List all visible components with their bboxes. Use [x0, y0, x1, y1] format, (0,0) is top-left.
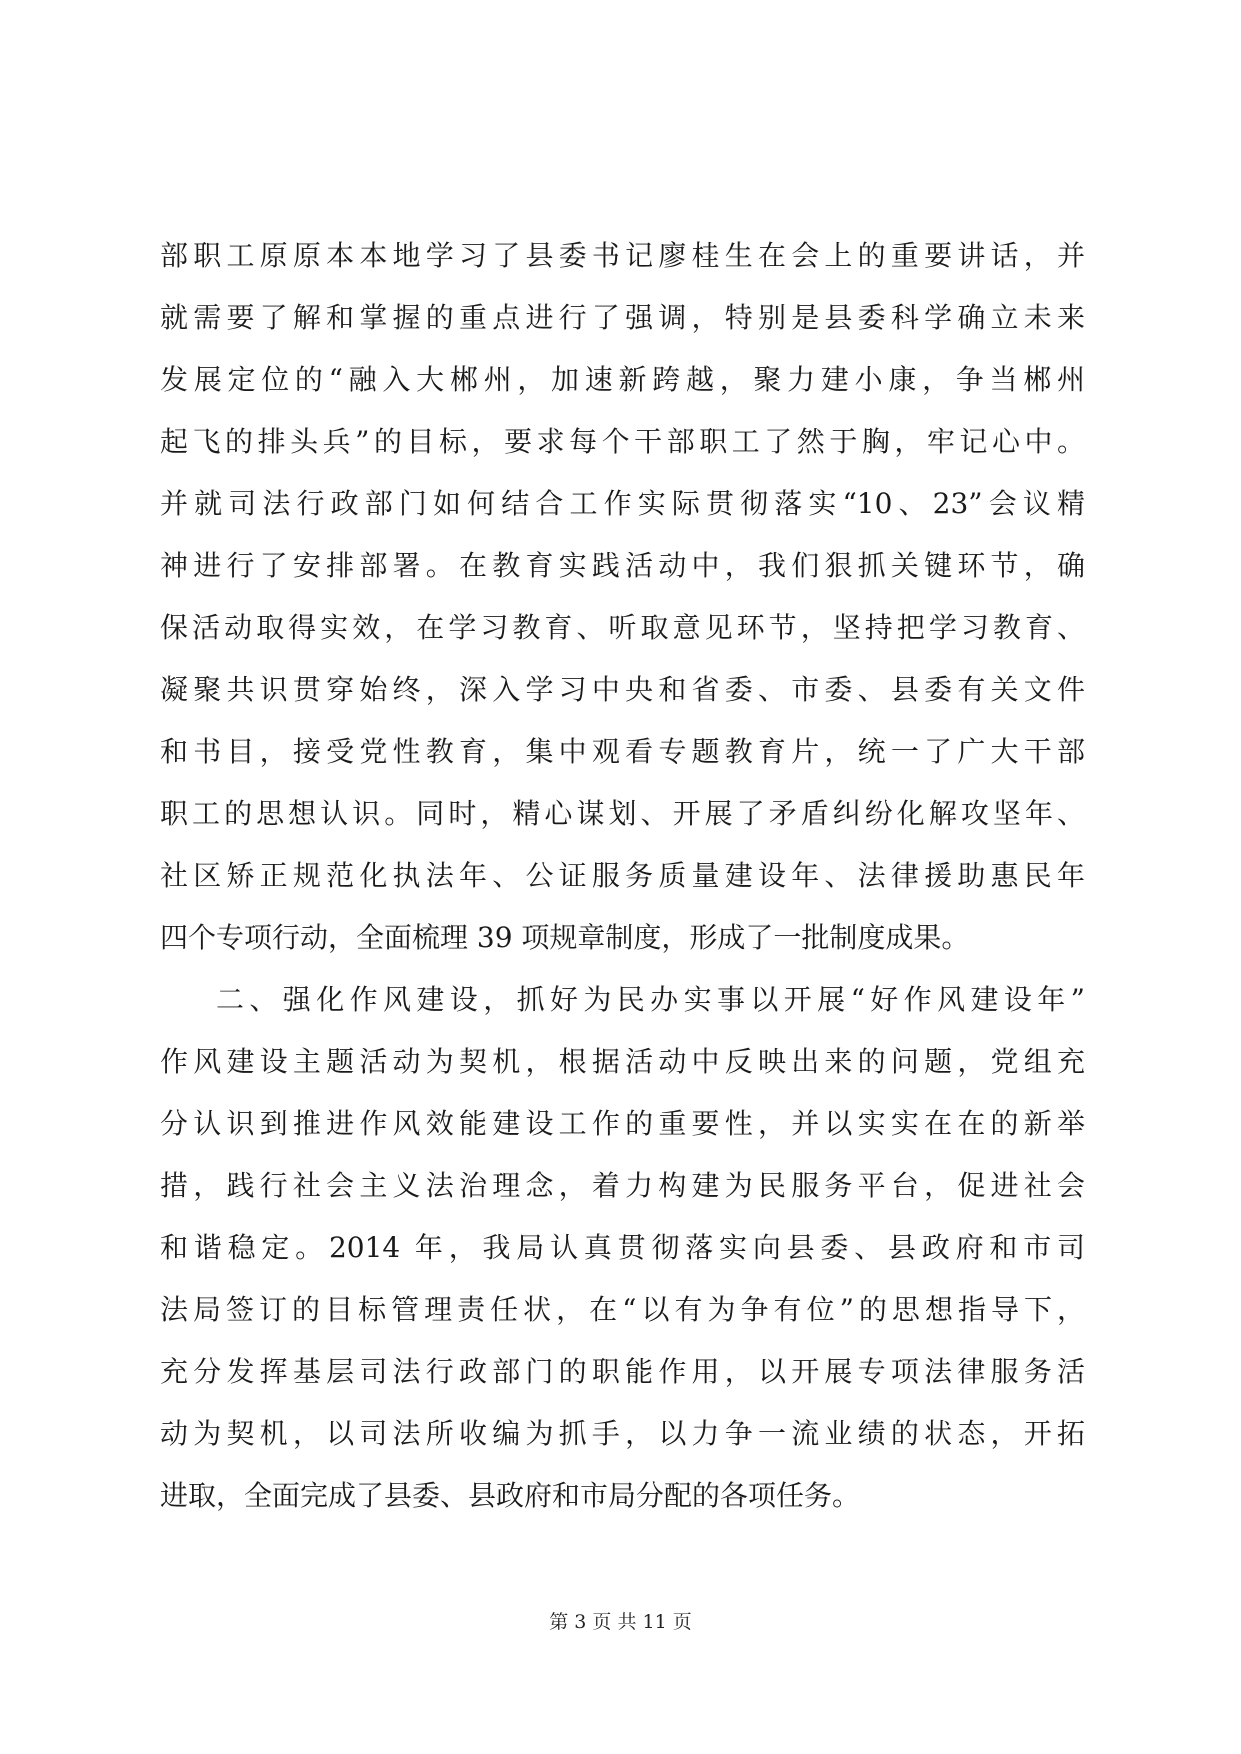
text-line: 法局签订的目标管理责任状，在“以有为争有位”的思想指导下，	[160, 1293, 1085, 1326]
text-line: 充分发挥基层司法行政部门的职能作用，以开展专项法律服务活	[160, 1355, 1085, 1388]
text-line: 措，践行社会主义法治理念，着力构建为民服务平台，促进社会	[160, 1169, 1085, 1202]
text-line: 保活动取得实效，在学习教育、听取意见环节，坚持把学习教育、	[160, 611, 1085, 644]
text-line: 四个专项行动，全面梳理 39 项规章制度，形成了一批制度成果。	[160, 921, 970, 954]
text-line: 神进行了安排部署。在教育实践活动中，我们狠抓关键环节，确	[160, 549, 1085, 582]
text-line: 作风建设主题活动为契机，根据活动中反映出来的问题，党组充	[160, 1045, 1085, 1078]
text-line: 就需要了解和掌握的重点进行了强调，特别是县委科学确立未来	[160, 301, 1085, 334]
text-line: 职工的思想认识。同时，精心谋划、开展了矛盾纠纷化解攻坚年、	[160, 797, 1085, 830]
page-number-footer: 第 3 页 共 11 页	[549, 1611, 692, 1633]
text-line: 起飞的排头兵”的目标，要求每个干部职工了然于胸，牢记心中。	[160, 425, 1085, 458]
text-line: 进取，全面完成了县委、县政府和市局分配的各项任务。	[160, 1479, 861, 1512]
paragraph-heading-line: 二、强化作风建设，抓好为民办实事以开展“好作风建设年”	[216, 983, 1085, 1016]
text-line: 和书目，接受党性教育，集中观看专题教育片，统一了广大干部	[160, 735, 1085, 768]
text-line: 部职工原原本本地学习了县委书记廖桂生在会上的重要讲话，并	[160, 239, 1085, 272]
text-line: 和谐稳定。2014 年，我局认真贯彻落实向县委、县政府和市司	[160, 1231, 1085, 1264]
document-body	[160, 225, 1085, 1527]
text-line: 社区矫正规范化执法年、公证服务质量建设年、法律援助惠民年	[160, 859, 1085, 892]
text-line: 动为契机，以司法所收编为抓手，以力争一流业绩的状态，开拓	[160, 1417, 1085, 1450]
text-line: 发展定位的“融入大郴州，加速新跨越，聚力建小康，争当郴州	[160, 363, 1085, 396]
text-line: 凝聚共识贯穿始终，深入学习中央和省委、市委、县委有关文件	[160, 673, 1085, 706]
text-line: 并就司法行政部门如何结合工作实际贯彻落实“10、23”会议精	[160, 487, 1085, 520]
text-line: 分认识到推进作风效能建设工作的重要性，并以实实在在的新举	[160, 1107, 1085, 1140]
